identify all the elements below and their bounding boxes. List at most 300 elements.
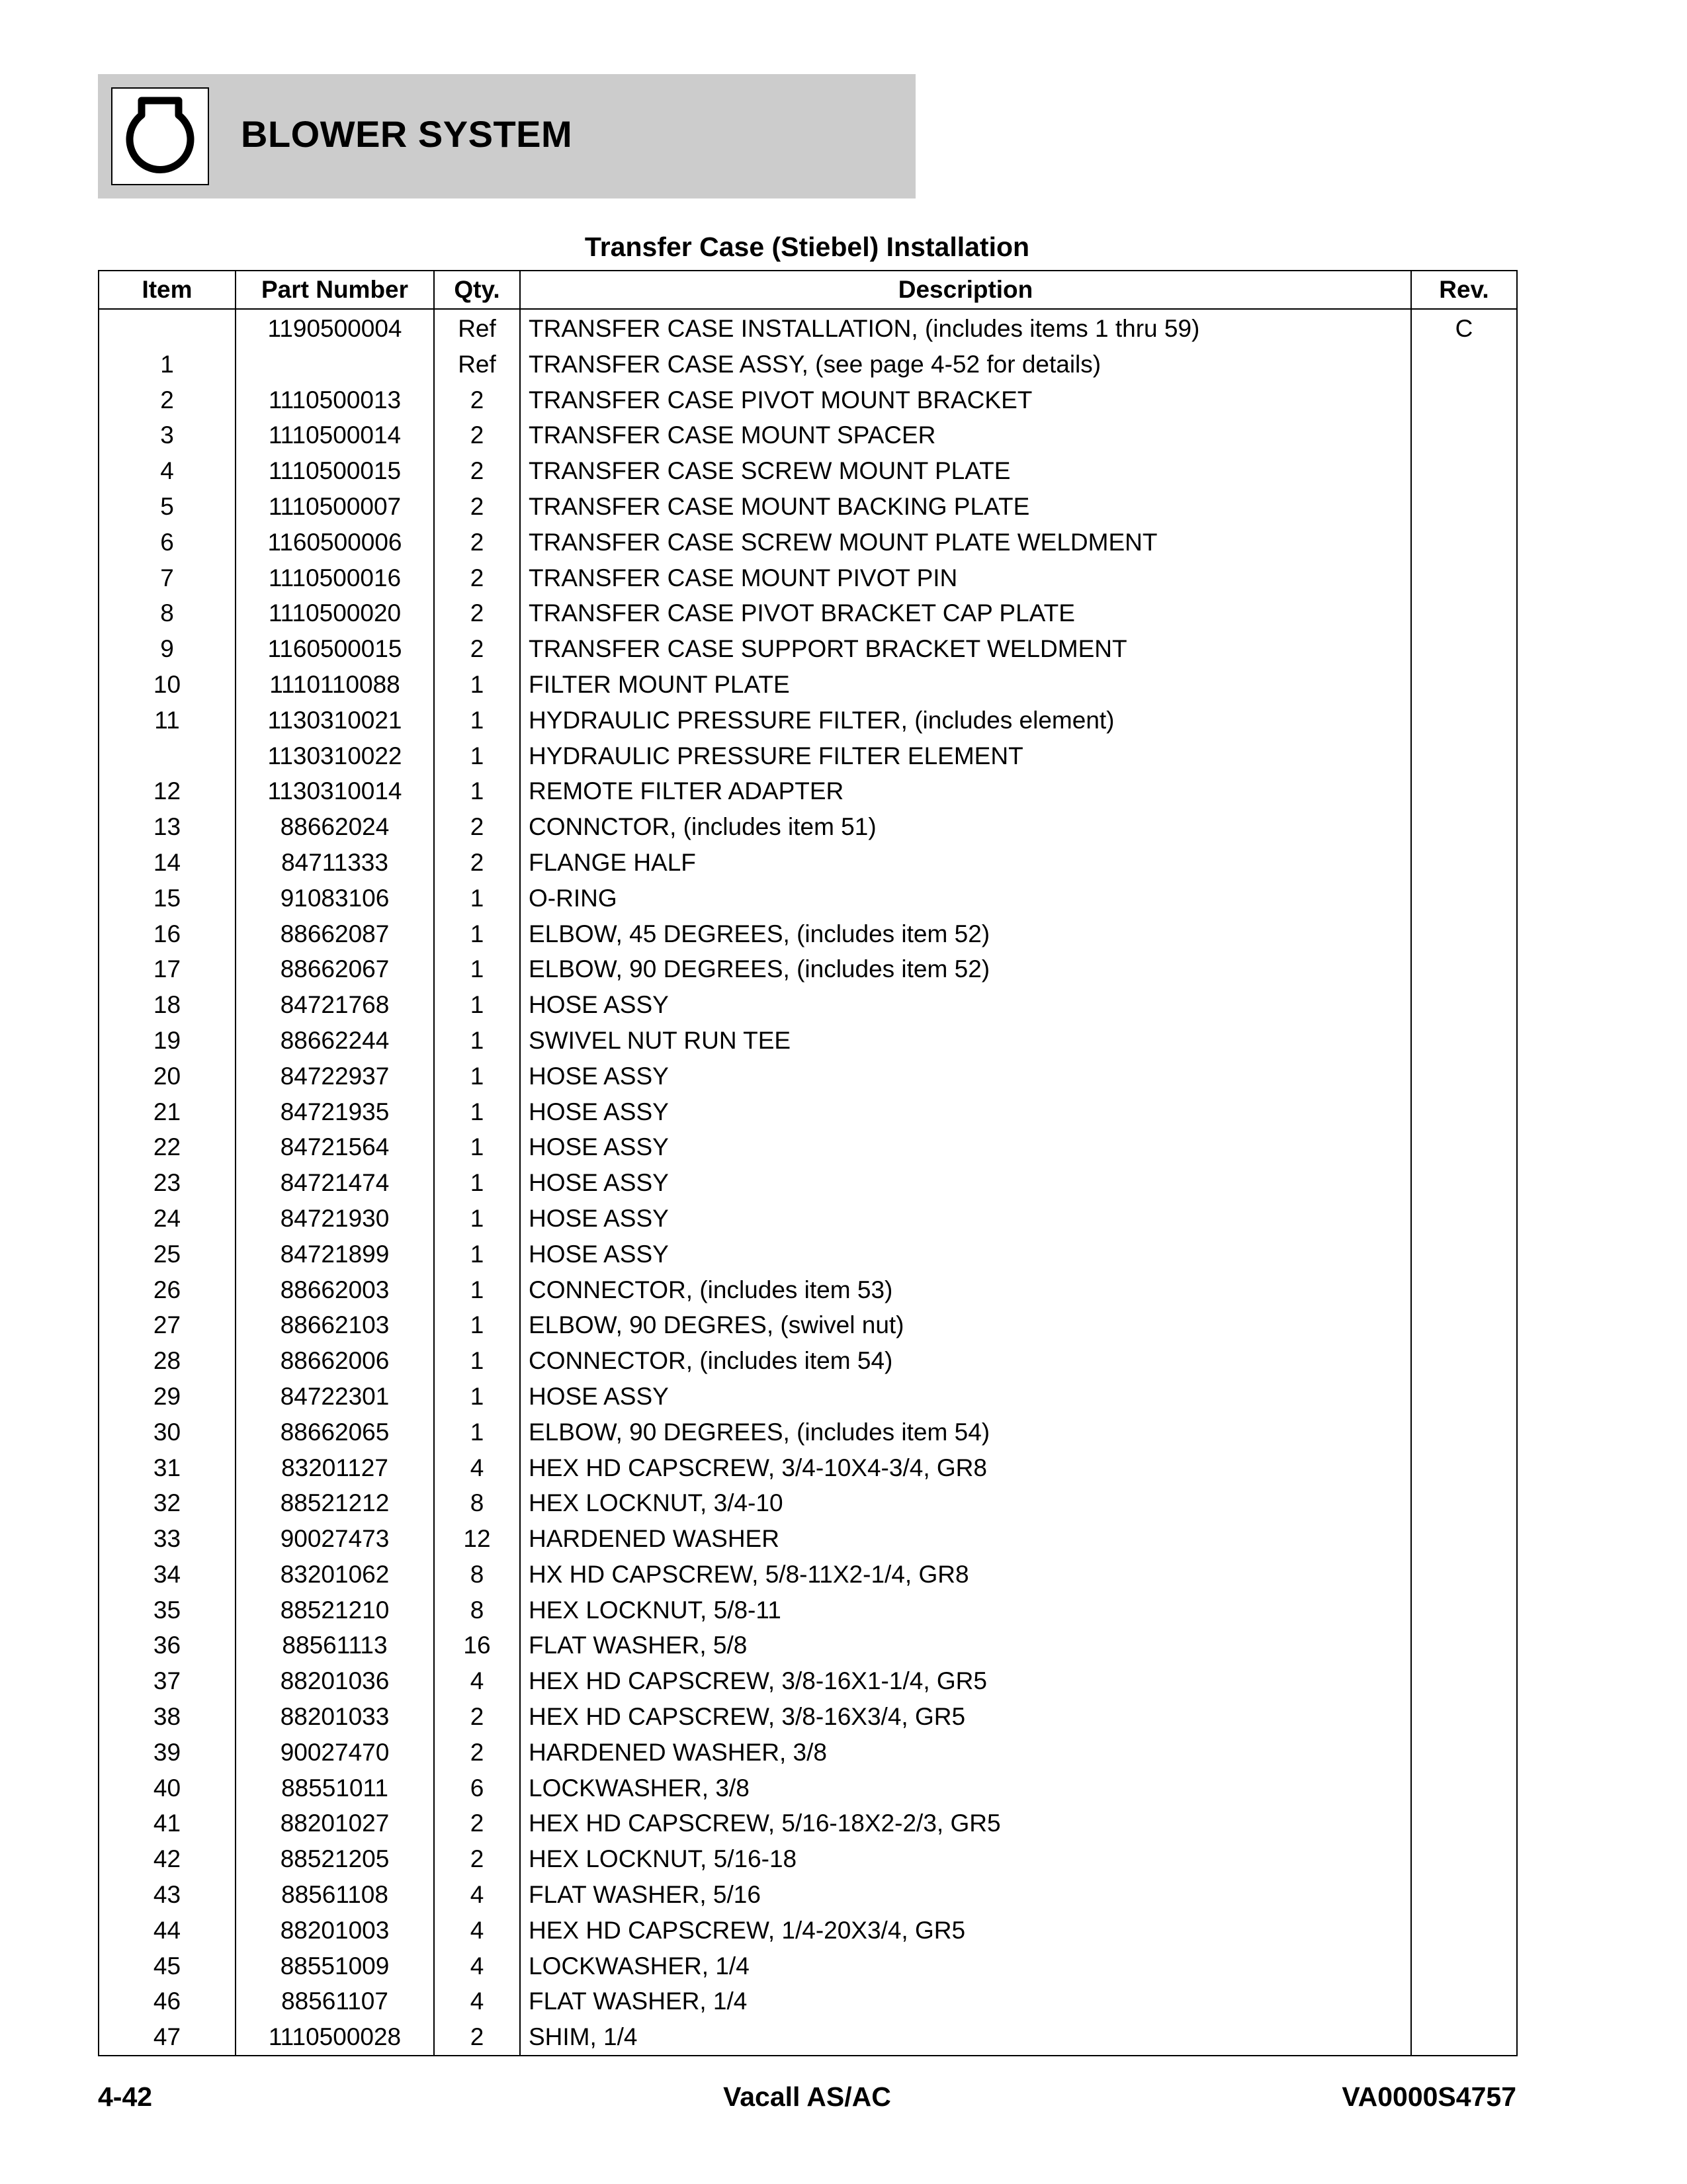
qty-cell: 4 — [434, 1913, 520, 1948]
item-cell: 13 — [99, 809, 236, 845]
description-cell: REMOTE FILTER ADAPTER — [520, 773, 1411, 809]
part-number-cell: 88201027 — [236, 1806, 434, 1841]
rev-cell — [1411, 703, 1517, 738]
item-cell: 47 — [99, 2019, 236, 2056]
part-number-cell: 88561108 — [236, 1877, 434, 1913]
table-row — [99, 1201, 1517, 1237]
item-cell: 1 — [99, 347, 236, 382]
table-row — [99, 1841, 1517, 1877]
qty-cell: 16 — [434, 1628, 520, 1663]
qty-cell: 2 — [434, 1699, 520, 1735]
column-header-part-number: Part Number — [236, 271, 434, 309]
qty-cell: 2 — [434, 560, 520, 596]
item-cell: 7 — [99, 560, 236, 596]
item-cell: 45 — [99, 1948, 236, 1984]
part-number-cell: 1160500006 — [236, 525, 434, 560]
item-cell: 38 — [99, 1699, 236, 1735]
rev-cell — [1411, 845, 1517, 881]
item-cell: 9 — [99, 631, 236, 667]
table-row — [99, 881, 1517, 916]
part-number-cell: 88561107 — [236, 1984, 434, 2019]
part-number-cell: 84721564 — [236, 1129, 434, 1165]
product-name: Vacall AS/AC — [723, 2081, 891, 2112]
table-row — [99, 453, 1517, 489]
description-cell: TRANSFER CASE MOUNT SPACER — [520, 417, 1411, 453]
item-cell: 30 — [99, 1415, 236, 1450]
part-number-cell: 88662103 — [236, 1307, 434, 1343]
item-cell: 29 — [99, 1379, 236, 1415]
qty-cell: 1 — [434, 773, 520, 809]
item-cell: 46 — [99, 1984, 236, 2019]
rev-cell — [1411, 1059, 1517, 1094]
table-row — [99, 1735, 1517, 1770]
rev-cell — [1411, 2019, 1517, 2056]
description-cell: HOSE ASSY — [520, 1237, 1411, 1272]
item-cell: 37 — [99, 1663, 236, 1699]
rev-cell — [1411, 1521, 1517, 1557]
table-row — [99, 1237, 1517, 1272]
item-cell: 19 — [99, 1023, 236, 1059]
part-number-cell: 88561113 — [236, 1628, 434, 1663]
part-number-cell: 88521205 — [236, 1841, 434, 1877]
table-row — [99, 1415, 1517, 1450]
qty-cell: 2 — [434, 489, 520, 525]
table-row — [99, 1307, 1517, 1343]
table-row — [99, 1699, 1517, 1735]
rev-cell — [1411, 1877, 1517, 1913]
part-number-cell: 88662003 — [236, 1272, 434, 1308]
rev-cell — [1411, 1841, 1517, 1877]
qty-cell: 4 — [434, 1948, 520, 1984]
blower-system-icon — [122, 95, 198, 179]
part-number-cell: 88201003 — [236, 1913, 434, 1948]
column-header-rev: Rev. — [1411, 271, 1517, 309]
table-row — [99, 631, 1517, 667]
rev-cell — [1411, 1450, 1517, 1486]
description-cell: TRANSFER CASE ASSY, (see page 4-52 for details) — [520, 347, 1411, 382]
part-number-cell: 84722301 — [236, 1379, 434, 1415]
description-cell: SWIVEL NUT RUN TEE — [520, 1023, 1411, 1059]
description-cell: FLANGE HALF — [520, 845, 1411, 881]
description-cell: TRANSFER CASE MOUNT BACKING PLATE — [520, 489, 1411, 525]
qty-cell: 2 — [434, 525, 520, 560]
item-cell: 15 — [99, 881, 236, 916]
part-number-cell: 1130310014 — [236, 773, 434, 809]
table-row — [99, 1379, 1517, 1415]
rev-cell — [1411, 1307, 1517, 1343]
item-cell: 4 — [99, 453, 236, 489]
table-row — [99, 1948, 1517, 1984]
description-cell: HOSE ASSY — [520, 1165, 1411, 1201]
part-number-cell: 84721935 — [236, 1094, 434, 1130]
part-number-cell: 1110500016 — [236, 560, 434, 596]
qty-cell: 1 — [434, 1129, 520, 1165]
table-row — [99, 667, 1517, 703]
qty-cell: 2 — [434, 417, 520, 453]
rev-cell — [1411, 1806, 1517, 1841]
rev-cell — [1411, 1379, 1517, 1415]
part-number-cell: 91083106 — [236, 881, 434, 916]
table-row — [99, 1913, 1517, 1948]
table-row — [99, 1877, 1517, 1913]
table-header-row — [99, 271, 1517, 309]
description-cell: FLAT WASHER, 5/16 — [520, 1877, 1411, 1913]
table-row — [99, 1663, 1517, 1699]
table-row — [99, 1593, 1517, 1628]
part-number-cell: 83201127 — [236, 1450, 434, 1486]
rev-cell — [1411, 1913, 1517, 1948]
qty-cell: 1 — [434, 1165, 520, 1201]
part-number-cell: 84711333 — [236, 845, 434, 881]
table-row — [99, 382, 1517, 418]
item-cell: 41 — [99, 1806, 236, 1841]
part-number-cell: 1110110088 — [236, 667, 434, 703]
table-row — [99, 2019, 1517, 2056]
description-cell: TRANSFER CASE INSTALLATION, (includes items 1 thru 59) — [520, 309, 1411, 347]
description-cell: ELBOW, 90 DEGREES, (includes item 52) — [520, 951, 1411, 987]
table-row — [99, 417, 1517, 453]
item-cell: 23 — [99, 1165, 236, 1201]
item-cell: 22 — [99, 1129, 236, 1165]
description-cell: SHIM, 1/4 — [520, 2019, 1411, 2056]
qty-cell: 2 — [434, 453, 520, 489]
rev-cell — [1411, 1557, 1517, 1593]
description-cell: HEX HD CAPSCREW, 3/8-16X1-1/4, GR5 — [520, 1663, 1411, 1699]
qty-cell: 8 — [434, 1593, 520, 1628]
part-number-cell: 1130310021 — [236, 703, 434, 738]
rev-cell — [1411, 881, 1517, 916]
description-cell: HEX LOCKNUT, 3/4-10 — [520, 1485, 1411, 1521]
qty-cell: 2 — [434, 631, 520, 667]
rev-cell — [1411, 809, 1517, 845]
section-header — [98, 74, 916, 198]
item-cell: 16 — [99, 916, 236, 952]
qty-cell: 2 — [434, 809, 520, 845]
qty-cell: 1 — [434, 1023, 520, 1059]
description-cell: LOCKWASHER, 3/8 — [520, 1770, 1411, 1806]
table-row — [99, 1557, 1517, 1593]
description-cell: HOSE ASSY — [520, 1059, 1411, 1094]
table-row — [99, 1628, 1517, 1663]
description-cell: HEX HD CAPSCREW, 3/4-10X4-3/4, GR8 — [520, 1450, 1411, 1486]
table-row — [99, 489, 1517, 525]
parts-table — [98, 270, 1518, 2056]
table-row — [99, 703, 1517, 738]
qty-cell: 2 — [434, 382, 520, 418]
item-cell: 34 — [99, 1557, 236, 1593]
part-number-cell: 88662244 — [236, 1023, 434, 1059]
item-cell: 27 — [99, 1307, 236, 1343]
rev-cell — [1411, 347, 1517, 382]
qty-cell: 1 — [434, 738, 520, 774]
qty-cell: 4 — [434, 1663, 520, 1699]
item-cell: 6 — [99, 525, 236, 560]
part-number-cell: 1110500007 — [236, 489, 434, 525]
description-cell: HOSE ASSY — [520, 1201, 1411, 1237]
qty-cell: 2 — [434, 1735, 520, 1770]
table-row — [99, 1059, 1517, 1094]
description-cell: TRANSFER CASE SCREW MOUNT PLATE WELDMENT — [520, 525, 1411, 560]
part-number-cell: 1110500028 — [236, 2019, 434, 2056]
description-cell: HX HD CAPSCREW, 5/8-11X2-1/4, GR8 — [520, 1557, 1411, 1593]
qty-cell: 1 — [434, 1094, 520, 1130]
table-row — [99, 1343, 1517, 1379]
qty-cell: 4 — [434, 1450, 520, 1486]
item-cell: 2 — [99, 382, 236, 418]
rev-cell — [1411, 1165, 1517, 1201]
rev-cell — [1411, 1023, 1517, 1059]
item-cell: 35 — [99, 1593, 236, 1628]
page-number: 4-42 — [98, 2081, 153, 2112]
item-cell: 11 — [99, 703, 236, 738]
part-number-cell: 1190500004 — [236, 309, 434, 347]
item-cell: 44 — [99, 1913, 236, 1948]
table-row — [99, 773, 1517, 809]
qty-cell: 1 — [434, 1201, 520, 1237]
item-cell: 18 — [99, 987, 236, 1023]
document-id: VA0000S4757 — [1342, 2081, 1516, 2112]
table-row — [99, 1450, 1517, 1486]
item-cell: 31 — [99, 1450, 236, 1486]
part-number-cell: 88662024 — [236, 809, 434, 845]
part-number-cell: 84721899 — [236, 1237, 434, 1272]
table-row — [99, 809, 1517, 845]
table-row — [99, 309, 1517, 347]
description-cell: CONNECTOR, (includes item 54) — [520, 1343, 1411, 1379]
item-cell: 39 — [99, 1735, 236, 1770]
part-number-cell: 84721930 — [236, 1201, 434, 1237]
rev-cell — [1411, 1699, 1517, 1735]
description-cell: TRANSFER CASE PIVOT MOUNT BRACKET — [520, 382, 1411, 418]
qty-cell: 1 — [434, 1059, 520, 1094]
rev-cell — [1411, 1948, 1517, 1984]
table-row — [99, 1485, 1517, 1521]
part-number-cell: 83201062 — [236, 1557, 434, 1593]
qty-cell: 1 — [434, 951, 520, 987]
rev-cell — [1411, 595, 1517, 631]
rev-cell — [1411, 453, 1517, 489]
qty-cell: 1 — [434, 667, 520, 703]
item-cell: 21 — [99, 1094, 236, 1130]
description-cell: TRANSFER CASE SCREW MOUNT PLATE — [520, 453, 1411, 489]
qty-cell: 1 — [434, 1379, 520, 1415]
part-number-cell: 90027473 — [236, 1521, 434, 1557]
item-cell — [99, 738, 236, 774]
part-number-cell: 90027470 — [236, 1735, 434, 1770]
item-cell: 3 — [99, 417, 236, 453]
rev-cell — [1411, 738, 1517, 774]
table-row — [99, 347, 1517, 382]
table-row — [99, 987, 1517, 1023]
column-header-description: Description — [520, 271, 1411, 309]
item-cell: 28 — [99, 1343, 236, 1379]
rev-cell — [1411, 1237, 1517, 1272]
item-cell: 36 — [99, 1628, 236, 1663]
description-cell: TRANSFER CASE SUPPORT BRACKET WELDMENT — [520, 631, 1411, 667]
item-cell: 20 — [99, 1059, 236, 1094]
rev-cell — [1411, 1984, 1517, 2019]
rev-cell — [1411, 1770, 1517, 1806]
description-cell: ELBOW, 90 DEGRES, (swivel nut) — [520, 1307, 1411, 1343]
qty-cell: 1 — [434, 916, 520, 952]
qty-cell: 4 — [434, 1984, 520, 2019]
description-cell: TRANSFER CASE MOUNT PIVOT PIN — [520, 560, 1411, 596]
rev-cell — [1411, 1094, 1517, 1130]
qty-cell: 8 — [434, 1557, 520, 1593]
rev-cell — [1411, 382, 1517, 418]
item-cell: 10 — [99, 667, 236, 703]
item-cell: 42 — [99, 1841, 236, 1877]
table-row — [99, 525, 1517, 560]
rev-cell — [1411, 1593, 1517, 1628]
part-number-cell: 88662087 — [236, 916, 434, 952]
rev-cell — [1411, 489, 1517, 525]
item-cell: 5 — [99, 489, 236, 525]
rev-cell — [1411, 1663, 1517, 1699]
part-number-cell: 88662006 — [236, 1343, 434, 1379]
rev-cell: C — [1411, 309, 1517, 347]
rev-cell — [1411, 773, 1517, 809]
part-number-cell: 88521210 — [236, 1593, 434, 1628]
table-row — [99, 845, 1517, 881]
parts-table-body — [99, 309, 1517, 2056]
rev-cell — [1411, 1343, 1517, 1379]
part-number-cell: 84721474 — [236, 1165, 434, 1201]
qty-cell: Ref — [434, 347, 520, 382]
item-cell — [99, 309, 236, 347]
rev-cell — [1411, 1272, 1517, 1308]
table-row — [99, 916, 1517, 952]
description-cell: ELBOW, 45 DEGREES, (includes item 52) — [520, 916, 1411, 952]
description-cell: HOSE ASSY — [520, 1379, 1411, 1415]
rev-cell — [1411, 560, 1517, 596]
part-number-cell: 88662067 — [236, 951, 434, 987]
part-number-cell: 1110500015 — [236, 453, 434, 489]
rev-cell — [1411, 951, 1517, 987]
description-cell: TRANSFER CASE PIVOT BRACKET CAP PLATE — [520, 595, 1411, 631]
rev-cell — [1411, 1735, 1517, 1770]
rev-cell — [1411, 525, 1517, 560]
table-row — [99, 1984, 1517, 2019]
part-number-cell: 84722937 — [236, 1059, 434, 1094]
rev-cell — [1411, 916, 1517, 952]
qty-cell: 1 — [434, 881, 520, 916]
table-row — [99, 738, 1517, 774]
description-cell: CONNCTOR, (includes item 51) — [520, 809, 1411, 845]
column-header-item: Item — [99, 271, 236, 309]
part-number-cell: 88662065 — [236, 1415, 434, 1450]
rev-cell — [1411, 1485, 1517, 1521]
description-cell: HARDENED WASHER — [520, 1521, 1411, 1557]
description-cell: HEX LOCKNUT, 5/16-18 — [520, 1841, 1411, 1877]
part-number-cell: 1110500020 — [236, 595, 434, 631]
rev-cell — [1411, 1628, 1517, 1663]
table-row — [99, 560, 1517, 596]
description-cell: HOSE ASSY — [520, 1094, 1411, 1130]
table-row — [99, 1094, 1517, 1130]
section-logo — [111, 87, 209, 185]
qty-cell: Ref — [434, 309, 520, 347]
description-cell: HYDRAULIC PRESSURE FILTER ELEMENT — [520, 738, 1411, 774]
table-row — [99, 1272, 1517, 1308]
qty-cell: 2 — [434, 1806, 520, 1841]
description-cell: O-RING — [520, 881, 1411, 916]
qty-cell: 4 — [434, 1877, 520, 1913]
part-number-cell: 84721768 — [236, 987, 434, 1023]
qty-cell: 12 — [434, 1521, 520, 1557]
item-cell: 40 — [99, 1770, 236, 1806]
table-row — [99, 1770, 1517, 1806]
section-title: BLOWER SYSTEM — [241, 113, 573, 155]
part-number-cell: 1160500015 — [236, 631, 434, 667]
rev-cell — [1411, 667, 1517, 703]
item-cell: 32 — [99, 1485, 236, 1521]
item-cell: 26 — [99, 1272, 236, 1308]
description-cell: HEX HD CAPSCREW, 5/16-18X2-2/3, GR5 — [520, 1806, 1411, 1841]
description-cell: LOCKWASHER, 1/4 — [520, 1948, 1411, 1984]
qty-cell: 1 — [434, 987, 520, 1023]
qty-cell: 6 — [434, 1770, 520, 1806]
description-cell: HOSE ASSY — [520, 1129, 1411, 1165]
part-number-cell: 88551009 — [236, 1948, 434, 1984]
item-cell: 17 — [99, 951, 236, 987]
part-number-cell: 1130310022 — [236, 738, 434, 774]
description-cell: FILTER MOUNT PLATE — [520, 667, 1411, 703]
item-cell: 33 — [99, 1521, 236, 1557]
part-number-cell: 88201033 — [236, 1699, 434, 1735]
column-header-qty: Qty. — [434, 271, 520, 309]
qty-cell: 2 — [434, 845, 520, 881]
qty-cell: 1 — [434, 1272, 520, 1308]
table-row — [99, 1165, 1517, 1201]
rev-cell — [1411, 987, 1517, 1023]
part-number-cell — [236, 347, 434, 382]
qty-cell: 1 — [434, 1237, 520, 1272]
part-number-cell: 88551011 — [236, 1770, 434, 1806]
table-row — [99, 595, 1517, 631]
qty-cell: 2 — [434, 2019, 520, 2056]
table-title: Transfer Case (Stiebel) Installation — [584, 232, 1030, 262]
description-cell: CONNECTOR, (includes item 53) — [520, 1272, 1411, 1308]
description-cell: FLAT WASHER, 1/4 — [520, 1984, 1411, 2019]
qty-cell: 8 — [434, 1485, 520, 1521]
qty-cell: 1 — [434, 1307, 520, 1343]
qty-cell: 1 — [434, 1343, 520, 1379]
description-cell: HARDENED WASHER, 3/8 — [520, 1735, 1411, 1770]
description-cell: HYDRAULIC PRESSURE FILTER, (includes element) — [520, 703, 1411, 738]
rev-cell — [1411, 417, 1517, 453]
part-number-cell: 1110500014 — [236, 417, 434, 453]
qty-cell: 2 — [434, 1841, 520, 1877]
description-cell: FLAT WASHER, 5/8 — [520, 1628, 1411, 1663]
description-cell: ELBOW, 90 DEGREES, (includes item 54) — [520, 1415, 1411, 1450]
rev-cell — [1411, 631, 1517, 667]
item-cell: 25 — [99, 1237, 236, 1272]
description-cell: HEX HD CAPSCREW, 1/4-20X3/4, GR5 — [520, 1913, 1411, 1948]
table-row — [99, 1521, 1517, 1557]
qty-cell: 1 — [434, 1415, 520, 1450]
item-cell: 43 — [99, 1877, 236, 1913]
description-cell: HEX HD CAPSCREW, 3/8-16X3/4, GR5 — [520, 1699, 1411, 1735]
rev-cell — [1411, 1415, 1517, 1450]
item-cell: 14 — [99, 845, 236, 881]
description-cell: HOSE ASSY — [520, 987, 1411, 1023]
part-number-cell: 88201036 — [236, 1663, 434, 1699]
part-number-cell: 1110500013 — [236, 382, 434, 418]
item-cell: 24 — [99, 1201, 236, 1237]
qty-cell: 1 — [434, 703, 520, 738]
table-row — [99, 1806, 1517, 1841]
